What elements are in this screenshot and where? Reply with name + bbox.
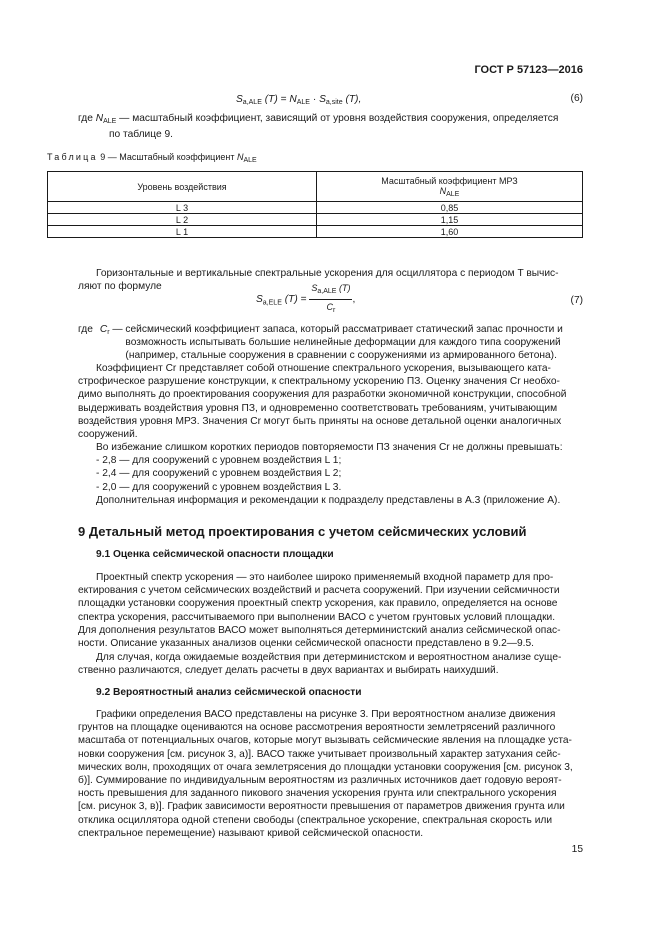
eq6-s-arg: (T),	[345, 94, 362, 105]
table-9-caption	[47, 152, 257, 164]
eq7-den-symbol: C	[326, 302, 333, 313]
caption-prefix: Таблица	[47, 152, 98, 162]
paragraph-line: [см. рисунок 3, в)]. График зависимости вероятности превышения от параметров движения грунта или	[78, 801, 565, 813]
where-n-ale-text	[132, 112, 558, 128]
paragraph-line: Горизонтальные и вертикальные спектральные ускорения для осциллятора с периодом T вычис-	[96, 268, 559, 279]
paragraph-line: б)]. Суммирование по индивидуальным вероятностям из различных источников дает годовую вероят-	[78, 775, 562, 787]
eq6-lhs-arg: (T)	[264, 94, 278, 105]
caption-subscript: ALE	[243, 157, 257, 164]
where-prefix: где	[78, 324, 93, 335]
table-cell-value: 0,85	[317, 202, 583, 214]
header-symbol: N	[439, 185, 447, 196]
where-symbol: C	[99, 324, 108, 335]
paragraph-line: ности. Описание указанных анализов оценки сейсмической опасности представлено в 9.2—9.5.	[78, 638, 534, 650]
paragraph-line: Для дополнения результатов ВАСО может выполняться детерминистский анализ сейсмической опас-	[78, 624, 561, 636]
list-item: - 2,0 — для сооружений с уровнем воздействия L 3.	[96, 481, 342, 493]
paragraph-line: строфическое разрушение конструкции, к спектральному ускорению ПЗ. Оценку значения Cr необхо-	[78, 376, 560, 388]
cr-paragraph	[78, 362, 583, 441]
header-symbol-line	[317, 186, 582, 198]
eq7-num-symbol: S	[311, 283, 318, 293]
where-symbol-subscript: ALE	[103, 118, 117, 125]
paragraph-line: выдерживать воздействия уровня ПЗ, и одновременно соответствовать требованиям, учитывающим	[78, 402, 558, 414]
where-dash: —	[119, 113, 130, 124]
eq7-lhs-symbol: S	[256, 294, 263, 306]
paragraph-line: Для случая, когда ожидаемые воздействия при детерминистском и вероятностном анализе суще-	[96, 652, 562, 663]
where-text-line: возможность испытывать большие нелинейные деформации для каждого типа сооружений	[125, 337, 561, 349]
header-line: Масштабный коэффициент МРЗ	[381, 175, 518, 186]
table-cell-level: L 2	[48, 214, 317, 226]
eq7-num-arg: (T)	[338, 283, 351, 293]
where-prefix: где	[78, 113, 93, 124]
paragraph-line: грунтов на площадке оцениваются на основе рассмотрения вероятности землетрясений различного	[78, 722, 556, 734]
eq7-equals: =	[300, 294, 307, 306]
eq6-equals: =	[280, 94, 287, 105]
where-text-line: масштабный коэффициент, зависящий от уровня воздействия сооружения, определяется	[132, 113, 559, 124]
header-symbol-subscript: ALE	[446, 190, 460, 198]
eq6-n-subscript: ALE	[296, 99, 310, 106]
where-text-line: по таблице 9.	[109, 129, 173, 141]
paragraph-line: спектральное перемещение) называют кривой сейсмической опасности.	[78, 827, 424, 839]
equation-7	[256, 282, 355, 317]
list-item: - 2,8 — для сооружений с уровнем воздействия L 1;	[96, 455, 342, 467]
limits-paragraph	[78, 441, 583, 507]
paragraph-line: отклика осциллятора одной степени свободы (спектральное ускорение, спектральная скорость или	[78, 814, 553, 826]
paragraph-line: воздействия уровня МРЗ. Значения Cr могут быть приняты на основе детальной оценки аналогичных	[78, 415, 562, 427]
paragraph-line: площадки установки сооружения проектный спектр ускорения, как правило, определяется на основе	[78, 598, 558, 610]
paragraph-line: ектирования с учетом сейсмических воздействий и расчета сооружений. При изучении сейсмичности	[78, 585, 560, 597]
caption-symbol: N	[236, 152, 244, 162]
eq7-den-subscript: r	[333, 307, 336, 315]
where-dash: —	[112, 324, 123, 335]
subsection-9-2-title: 9.2 Вероятностный анализ сейсмической опасности	[96, 687, 362, 698]
list-item: - 2,4 — для сооружений с уровнем воздействия L 2;	[96, 468, 342, 480]
equation-7-number: (7)	[570, 295, 583, 306]
where-text-line: (например, стальные сооружения в сравнении с сооружениями из армированного бетона).	[125, 350, 557, 362]
equation-6	[236, 93, 583, 109]
eq6-dot: ·	[312, 94, 317, 105]
table-cell-value: 1,15	[317, 214, 583, 226]
table-row	[48, 202, 583, 214]
paragraph-line: масштаба от потенциальных очагов, которые могут вызывать сейсмические явления на площадке уста-	[78, 735, 572, 747]
paragraph-line: ственно различаются, следует делать расчеты в двух вариантах и выбирать наихудший.	[78, 665, 499, 677]
equation-6-number: (6)	[570, 93, 583, 104]
document-header: ГОСТ Р 57123—2016	[474, 64, 583, 76]
table-row	[48, 226, 583, 238]
table-row	[48, 214, 583, 226]
eq6-lhs-subscript: a,ALE	[242, 99, 262, 106]
paragraph-line: Во избежание слишком коротких периодов повторяемости ПЗ значения Cr не должны превышать:	[96, 442, 563, 453]
where-symbol-subscript: r	[107, 329, 110, 336]
paragraph-line: Коэффициент Cr представляет собой отношение спектрального ускорения, вызывающего ката-	[96, 363, 551, 374]
table-header-level: Уровень воздействия	[48, 172, 317, 202]
table-9	[47, 171, 583, 238]
paragraph-line: ляют по формуле	[78, 281, 162, 293]
subsection-9-2-paragraph	[78, 708, 583, 840]
eq7-lhs-subscript: a,ELE	[262, 299, 282, 307]
paragraph-line: димо выполнять до проектирования сооружения для разработки экономичной конструкции, способной	[78, 389, 567, 401]
eq7-lhs-arg: (T)	[284, 294, 298, 306]
where-symbol: N	[95, 113, 104, 124]
where-text-line: сейсмический коэффициент запаса, который рассматривает статический запас прочности и	[125, 324, 563, 335]
where-cr	[78, 323, 583, 363]
paragraph-line: Графики определения ВАСО представлены на рисунке 3. При вероятностном анализе движения	[96, 709, 556, 720]
eq7-num-subscript: a,ALE	[317, 288, 337, 295]
where-n-ale	[78, 112, 583, 141]
subsection-9-1-paragraph-1	[78, 571, 583, 650]
table-cell-level: L 3	[48, 202, 317, 214]
eq7-fraction	[309, 282, 352, 317]
eq7-comma: ,	[352, 294, 356, 306]
paragraph-line: ность превышения для заданного пикового значения ускорения грунта или спектрального ускорения	[78, 788, 557, 800]
paragraph-line: мических волн, проходящих от очага землетрясения до площадки установки сооружения [см. рисунок 3,	[78, 761, 573, 773]
paragraph-line: спектра ускорения, рассчитываемого при выполнении ВАСО с учетом грунтовых условий площадки.	[78, 611, 556, 623]
eq7-numerator	[309, 282, 352, 300]
eq6-s-subscript: a,site	[325, 99, 343, 106]
table-cell-level: L 1	[48, 226, 317, 238]
subsection-9-1-title: 9.1 Оценка сейсмической опасности площадки	[96, 549, 334, 560]
section-9-title: 9 Детальный метод проектирования с учетом сейсмических условий	[78, 524, 527, 539]
eq6-s-symbol: S	[319, 94, 326, 105]
paragraph-line: новки сооружения [см. рисунок 3, а)]. ВАСО также учитывает произвольный характер затухания сейс-	[78, 748, 561, 760]
subsection-9-1-paragraph-2	[78, 651, 583, 677]
eq7-denominator	[309, 300, 352, 317]
page-number: 15	[571, 844, 583, 855]
caption-text: 9 — Масштабный коэффициент	[100, 152, 235, 162]
table-cell-value: 1,60	[317, 226, 583, 238]
paragraph-line: Дополнительная информация и рекомендации к подразделу представлены в А.3 (приложение А).	[96, 494, 561, 506]
paragraph-line: сооружений.	[78, 429, 138, 441]
where-cr-text	[125, 323, 583, 363]
paragraph-line: Проектный спектр ускорения — это наиболее широко применяемый входной параметр для про-	[96, 572, 554, 583]
table-header-coefficient	[317, 172, 583, 202]
eq6-lhs-symbol: S	[236, 94, 243, 105]
eq6-n-symbol: N	[289, 94, 297, 105]
